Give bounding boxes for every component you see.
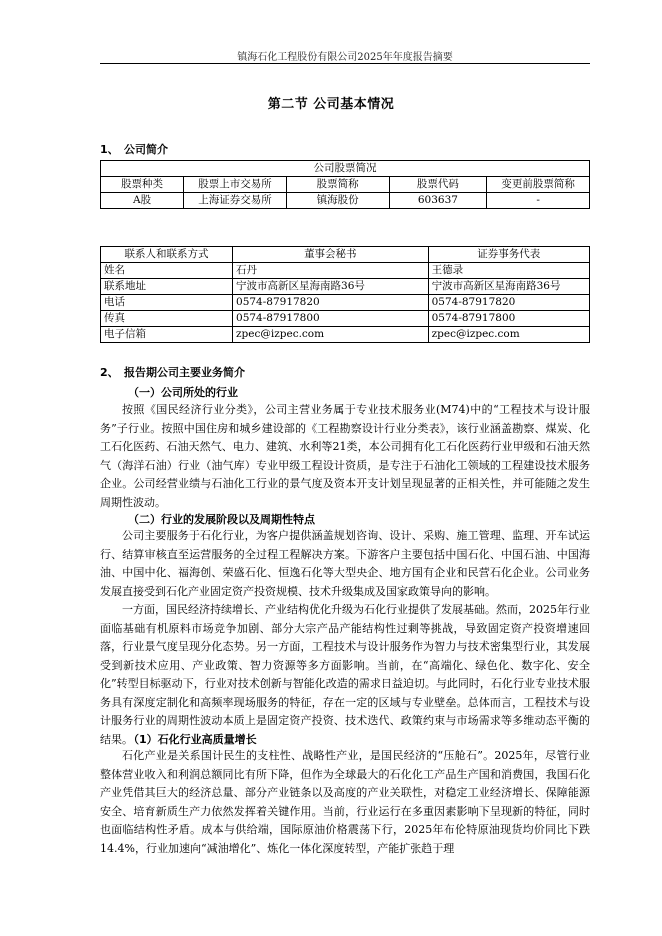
table-cell: zpec@izpec.com (233, 327, 429, 343)
table-header-cell: 董事会秘书 (233, 247, 429, 263)
table-cell: 宁波市高新区星海南路36号 (233, 279, 429, 295)
table-row (101, 295, 590, 311)
heading-business-overview (100, 364, 245, 380)
table-header-row (101, 177, 590, 193)
table-header-cell: 股票简称 (286, 177, 389, 193)
table-cell: 联系地址 (101, 279, 233, 295)
table-cell: - (487, 193, 590, 209)
paragraph-services: 公司主要服务于石化行业，为客户提供涵盖规划咨询、设计、采购、施工管理、监理、开车试运行、结算审核直至运营服务的全过程工程解决方案。下游客户主要包括中国石化、中国石油、中国海油、中国中化、福海创、荣盛石化、恒逸石化等大型央企、地方国有企业和民营石化企业。公司业务发展直接受到石化产业固定资产投资规模、技术升级集成及国家政策导向的影响。 (100, 529, 590, 598)
subheading-industry: （一）公司所处的行业 (128, 386, 238, 399)
table-row (101, 279, 590, 295)
table-cell: 宁波市高新区星海南路36号 (428, 279, 589, 295)
contact-info-table (100, 246, 590, 343)
table-cell: 镇海股份 (286, 193, 389, 209)
page-header: 镇海石化工程股份有限公司2025年年度报告摘要 (237, 52, 453, 63)
table-cell: 电话 (101, 295, 233, 311)
table-cell: 603637 (389, 193, 487, 209)
stock-info-table (100, 160, 590, 209)
table-cell: 0574-87917800 (428, 311, 589, 327)
heading-number: 2、 (100, 366, 119, 379)
section-title: 第二节 公司基本情况 (267, 97, 395, 112)
table-header-row (101, 247, 590, 263)
table-header-cell: 股票种类 (101, 177, 184, 193)
table-row (101, 327, 590, 343)
table-cell: 姓名 (101, 263, 233, 279)
heading-number: 1、 (100, 143, 119, 156)
paragraph-petrochemical-growth: 石化产业是关系国计民生的支柱性、战略性产业，是国民经济的“压舱石”。2025年，尽管行业整体营业收入和利润总额同比有所下降，但作为全球最大的石化化工产品生产国和消费国，我国石化产业凭借其巨大的经济总量、部分产业链条以及高度的产业关联性，对稳定工业经济增长、保障能源安全、培育新质生产力依然发挥着关键作用。当前，行业运行在多重因素影响下呈现新的特征，同时也面临结构性矛盾。成本与供给端，国际原油价格震荡下行，2025年布伦特原油现货均价同比下跌14.4%，行业加速向“减油增化”、炼化一体化深度转型，产能扩张趋于理 (100, 749, 590, 855)
table-row (101, 193, 590, 209)
table-header-cell: 股票代码 (389, 177, 487, 193)
stock-table-caption: 公司股票简况 (101, 161, 590, 177)
table-cell: 王德录 (428, 263, 589, 279)
table-cell: 传真 (101, 311, 233, 327)
table-cell: 0574-87917820 (428, 295, 589, 311)
heading-text: 公司简介 (124, 143, 168, 156)
paragraph-cycle: 一方面，国民经济持续增长、产业结构优化升级为石化行业提供了发展基础。然而，2025年行业面临基础有机原料市场竞争加剧、部分大宗产品产能结构性过剩等挑战，导致固定资产投资增速回落，行业景气度呈现分化态势。另一方面，工程技术与设计服务作为智力与技术密集型行业，其发展受到新技术应用、产业政策、智力资源等多方面影响。当前，在“高端化、绿色化、数字化、安全化”转型目标驱动下，行业对技术创新与智能化改造的需求日益迫切。与此同时，石化行业专业技术服务具有深度定制化和高频率现场服务的特征，存在一定的区域与专业壁垒。总体而言，工程技术与设计服务行业的周期性波动本质上是固定资产投资、技术迭代、政策约束与市场需求等多维动态平衡的结果。 (100, 603, 590, 746)
table-cell: 0574-87917820 (233, 295, 429, 311)
header-divider (100, 63, 590, 64)
subheading-high-quality-growth: （1）石化行业高质量增长 (128, 733, 257, 746)
heading-text: 报告期公司主要业务简介 (124, 366, 245, 379)
table-header-cell: 股票上市交易所 (184, 177, 287, 193)
table-row (101, 311, 590, 327)
table-header-cell: 证券事务代表 (428, 247, 589, 263)
subheading-development-stage: （二）行业的发展阶段以及周期性特点 (128, 513, 315, 526)
table-cell: A股 (101, 193, 184, 209)
table-header-cell: 变更前股票简称 (487, 177, 590, 193)
paragraph-industry: 按照《国民经济行业分类》，公司主营业务属于专业技术服务业(M74)中的“工程技术与设计服务”子行业。按照中国住房和城乡建设部的《工程勘察设计行业分类表》，该行业涵盖勘察、煤炭、化工石化医药、石油天然气、电力、建筑、水利等21类，本公司拥有化工石化医药行业甲级和石油天然气（海洋石油）行业（油气库）专业甲级工程设计资质，是专注于石油化工领域的工程建设技术服务企业。公司经营业绩与石油化工行业的景气度及资本开支计划呈现显著的正相关性，并可能随之发生周期性波动。 (100, 403, 590, 509)
table-header-cell: 联系人和联系方式 (101, 247, 233, 263)
table-cell: 电子信箱 (101, 327, 233, 343)
table-cell: 上海证券交易所 (184, 193, 287, 209)
table-row (101, 263, 590, 279)
table-cell: 石丹 (233, 263, 429, 279)
heading-company-profile (100, 141, 168, 157)
table-cell: 0574-87917800 (233, 311, 429, 327)
table-cell: zpec@izpec.com (428, 327, 589, 343)
